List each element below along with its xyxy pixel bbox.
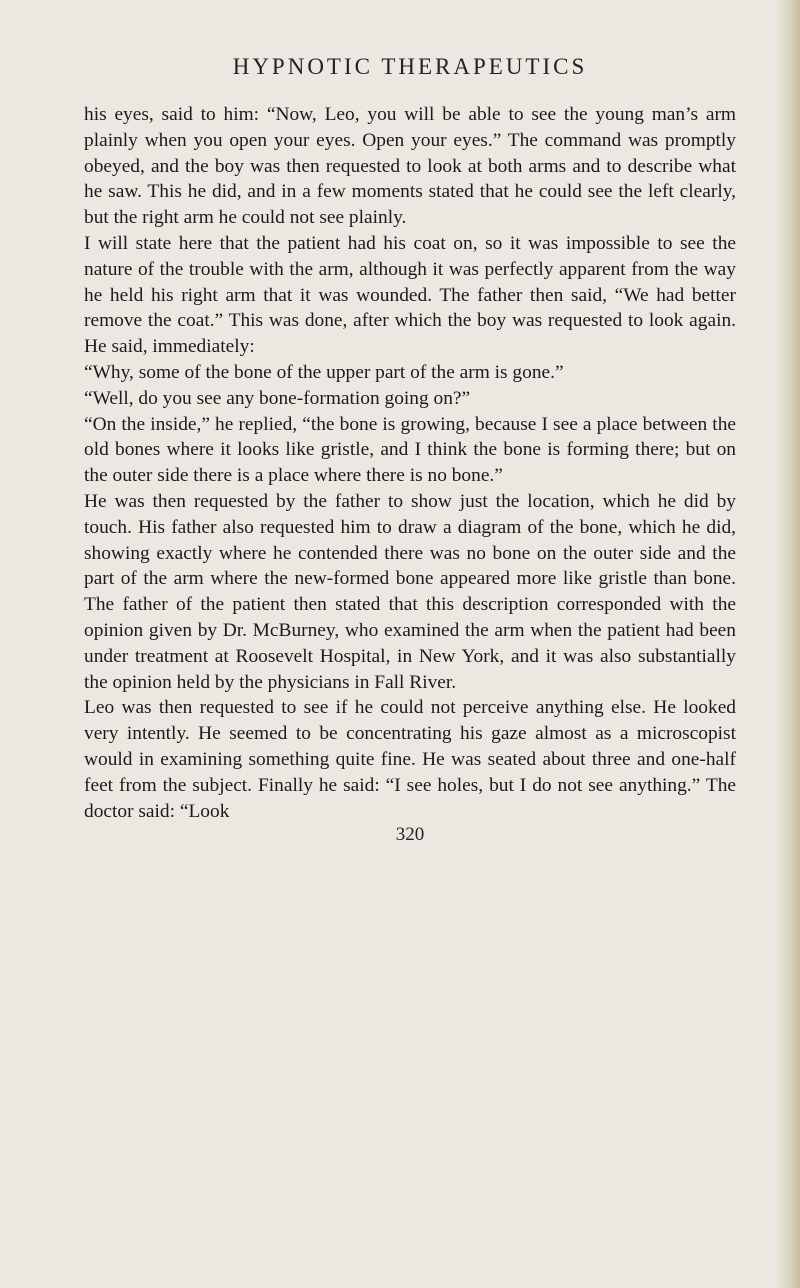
paragraph-6: He was then requested by the father to show just the location, which he did by touch. His father also requested him to draw a diagram of the bone, which he did, showing exactly where he contended there was no bone on the outer side and the part of the arm where the new-formed bone appeared more like gristle than bone. The father of the patient then stated that this description corresponded with the opinion given by Dr. McBurney, who examined the arm when the patient had been under treatment at Roosevelt Hospital, in New York, and it was also substantially the opinion held by the physicians in Fall River.: [84, 490, 736, 693]
paragraph-5: “On the inside,” he replied, “the bone is growing, because I see a place between the old bones where it looks like gristle, and I think the bone is forming there; but on the outer side there is a place where there is no bone.”: [84, 413, 736, 487]
page-edge-shadow: [774, 0, 800, 1288]
page-number: 320: [395, 824, 425, 846]
body-text: [84, 102, 736, 824]
paragraph-3: “Why, some of the bone of the upper part of the arm is gone.”: [84, 361, 564, 383]
paragraph-1: his eyes, said to him: “Now, Leo, you will be able to see the young man’s arm plainly when you open your eyes. Open your eyes.” The command was promptly obeyed, and the boy was then requested to look at both arms and to describe what he saw. This he did, and in a few moments stated that he could see the left clearly, but the right arm he could not see plainly.: [84, 104, 736, 229]
book-page: [84, 52, 736, 846]
paragraph-4: “Well, do you see any bone-formation going on?”: [84, 387, 471, 409]
running-head: HYPNOTIC THERAPEUTICS: [232, 54, 588, 79]
paragraph-7: Leo was then requested to see if he could not perceive anything else. He looked very intently. He seemed to be concentrating his gaze almost as a microscopist would in examining something quite fine. He was seated about three and one-half feet from the subject. Finally he said: “I see holes, but I do not see anything.” The doctor said: “Look: [84, 697, 736, 822]
paragraph-2: I will state here that the patient had his coat on, so it was impossible to see the nature of the trouble with the arm, although it was perfectly apparent from the way he held his right arm that it was wounded. The father then said, “We had better remove the coat.” This was done, after which the boy was requested to look again. He said, immediately:: [84, 232, 736, 358]
